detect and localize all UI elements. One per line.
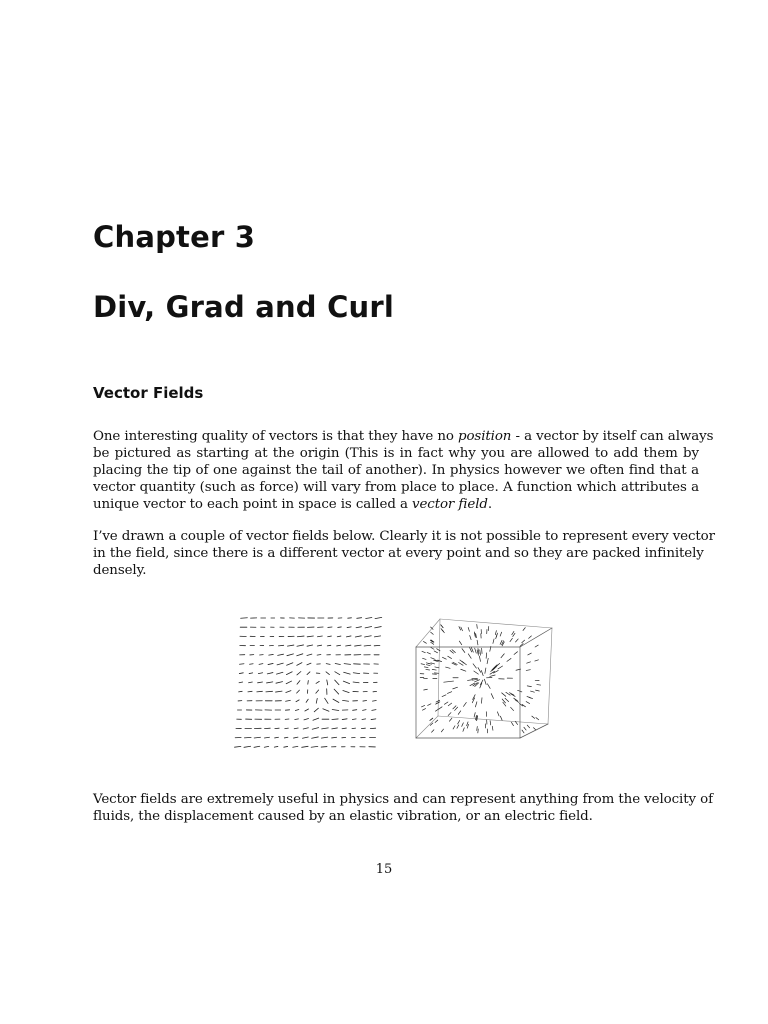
field-3d-arrow: [453, 706, 456, 709]
field-2d-arrow: [276, 682, 283, 684]
field-2d-arrow: [303, 728, 308, 729]
field-2d-arrow: [375, 627, 382, 628]
field-3d-arrow: [431, 663, 435, 664]
field-2d-arrow: [268, 663, 273, 664]
field-2d-arrow: [323, 709, 329, 712]
field-2d-arrow: [372, 710, 376, 711]
field-2d-arrow: [342, 719, 347, 720]
field-2d-arrow: [287, 645, 293, 646]
field-2d-arrow: [353, 710, 357, 711]
field-3d-arrow: [480, 650, 481, 655]
field-2d-arrow: [337, 636, 341, 637]
field-3d-arrow: [441, 629, 443, 632]
paragraph-line: Vector fields are extremely useful in physics and can represent anything from the velocity of: [93, 792, 713, 807]
field-3d-arrow: [424, 689, 428, 690]
field-3d-arrow: [495, 631, 496, 635]
field-3d-arrow: [468, 654, 471, 659]
paragraph-drawn-fields: [93, 528, 715, 579]
field-2d-arrow: [276, 672, 282, 674]
field-2d-arrow: [307, 654, 312, 655]
field-2d-arrow: [294, 728, 298, 729]
field-3d-arrow: [436, 700, 440, 702]
field-2d-arrow: [277, 663, 283, 665]
field-2d-arrow: [343, 681, 349, 684]
field-2d-arrow: [264, 737, 269, 738]
field-3d-arrow: [459, 663, 464, 666]
field-3d-arrow: [501, 654, 504, 658]
field-3d-arrow: [435, 667, 439, 668]
field-2d-arrow: [374, 636, 380, 637]
cube-edge: [520, 628, 552, 647]
field-2d-arrow: [244, 746, 251, 747]
field-3d-arrow: [421, 664, 425, 665]
cube-field-arrows: [420, 624, 541, 733]
field-2d-arrow: [325, 698, 328, 703]
field-2d-arrow: [258, 673, 262, 674]
field-2d-arrow: [316, 698, 317, 703]
field-2d-arrow: [286, 700, 291, 701]
field-2d-arrow: [259, 664, 263, 665]
paragraph-usefulness: [93, 791, 713, 825]
field-2d-arrow: [311, 746, 318, 747]
field-2d-arrow: [241, 618, 248, 619]
field-2d-arrow: [365, 627, 372, 628]
field-2d-arrow: [356, 627, 361, 628]
field-3d-arrow: [423, 641, 426, 643]
field-3d-arrow: [442, 695, 446, 697]
field-3d-arrow: [432, 730, 434, 732]
field-2d-arrow: [375, 617, 382, 618]
field-3d-arrow: [422, 709, 425, 711]
field-2d-arrow: [266, 691, 273, 692]
field-3d-arrow: [484, 679, 486, 684]
field-3d-arrow: [522, 730, 524, 733]
field-3d-arrow: [426, 669, 430, 670]
field-3d-arrow: [458, 720, 460, 724]
field-3d-arrow: [510, 638, 512, 641]
field-2d-arrow: [312, 737, 319, 738]
field-2d-arrow: [372, 700, 376, 701]
paragraph-line: be pictured as starting at the origin (This is in fact why you are allowed to add them by: [93, 446, 699, 461]
field-2d-arrow: [327, 645, 331, 646]
field-3d-arrow: [441, 729, 443, 732]
field-2d-arrow: [337, 645, 341, 646]
field-2d-arrow: [342, 728, 346, 729]
field-3d-arrow: [478, 668, 481, 673]
field-3d-arrow: [446, 667, 450, 668]
field-3d-arrow: [493, 639, 494, 643]
field-2d-arrow: [296, 700, 299, 702]
field-2d-arrow: [362, 719, 366, 720]
field-2d-arrow: [335, 672, 340, 675]
cube-edge: [548, 628, 552, 724]
field-3d-arrow: [426, 663, 430, 664]
field-3d-arrow: [462, 649, 465, 653]
field-2d-arrow: [254, 746, 260, 747]
field-3d-arrow: [448, 713, 451, 716]
cube-edge: [438, 716, 548, 724]
field-3d-arrow: [474, 713, 475, 717]
field-3d-arrow: [461, 627, 463, 631]
field-3d-arrow: [475, 648, 477, 653]
field-3d-arrow: [533, 728, 535, 730]
field-3d-arrow: [427, 652, 430, 654]
field-2d-arrow: [332, 737, 337, 738]
field-3d-arrow: [481, 698, 482, 703]
paragraph-line: vector quantity (such as force) will vary from place to place. A function which attributes a: [93, 480, 699, 495]
field-3d-arrow: [470, 635, 471, 639]
field-2d-arrow: [297, 645, 304, 646]
field-2d-arrow: [343, 691, 349, 693]
field-3d-arrow: [463, 702, 466, 706]
field-2d-arrow: [240, 664, 245, 665]
field-2d-arrow: [317, 636, 322, 637]
field-2d-arrow: [297, 681, 300, 685]
field-3d-arrow: [430, 718, 433, 720]
field-3d-arrow: [467, 724, 468, 728]
vector-field-3d-cube-plot: [416, 619, 552, 738]
chapter-label: Chapter 3: [93, 220, 256, 254]
field-2d-arrow: [326, 672, 329, 675]
field-2d-arrow: [314, 708, 318, 712]
paragraph-intro: [93, 428, 714, 513]
chapter-title: Div, Grad and Curl: [93, 290, 395, 324]
field-2d-arrow: [269, 654, 274, 655]
field-3d-arrow: [524, 727, 526, 730]
field-3d-arrow: [535, 660, 539, 661]
field-3d-arrow: [461, 669, 466, 671]
field-3d-arrow: [432, 669, 436, 670]
field-2d-arrow: [327, 680, 328, 685]
field-2d-arrow: [316, 681, 319, 683]
field-2d-arrow: [371, 719, 376, 720]
field-2d-arrow: [334, 689, 339, 694]
field-3d-arrow: [477, 727, 478, 731]
field-3d-arrow: [512, 631, 514, 634]
field-3d-arrow: [527, 725, 529, 728]
field-2d-arrow: [353, 682, 359, 683]
field-2d-arrow: [344, 664, 350, 665]
field-2d-arrow: [297, 672, 301, 675]
field-3d-arrow: [459, 627, 461, 631]
field-3d-arrow: [536, 690, 540, 691]
field-2d-arrow: [250, 664, 254, 665]
field-2d-arrow: [307, 663, 311, 665]
field-2d-arrow: [305, 709, 309, 711]
field-3d-arrow: [507, 658, 511, 661]
field-2d-arrow: [308, 681, 309, 685]
field-3d-arrow: [502, 693, 506, 697]
field-3d-arrow: [460, 660, 464, 663]
field-3d-arrow: [467, 722, 468, 726]
field-2d-arrow: [278, 654, 284, 655]
field-3d-arrow: [511, 707, 514, 710]
field-2d-arrow: [297, 636, 304, 637]
field-3d-arrow: [481, 670, 483, 675]
field-2d-arrow: [326, 664, 330, 665]
field-2d-arrow: [249, 673, 253, 674]
field-2d-arrow: [248, 691, 252, 692]
field-2d-arrow: [254, 737, 260, 738]
field-2d-arrow: [286, 691, 291, 693]
field-3d-arrow: [421, 705, 424, 706]
field-2d-arrow: [257, 691, 263, 692]
field-2d-arrow: [239, 673, 243, 674]
field-3d-arrow: [463, 728, 464, 732]
field-2d-arrow: [239, 682, 243, 683]
field-2d-arrow: [313, 718, 319, 720]
field-2d-arrow: [276, 691, 283, 692]
field-2d-arrow: [364, 645, 371, 646]
field-2d-arrow: [347, 627, 351, 628]
field-3d-arrow: [490, 675, 495, 676]
field-2d-arrow: [346, 645, 351, 646]
text-run: - a vector by itself can always: [511, 429, 714, 444]
field-2d-arrow: [332, 719, 338, 720]
field-3d-arrow: [485, 668, 486, 673]
field-3d-arrow: [532, 716, 535, 718]
field-3d-arrow: [479, 656, 480, 661]
vector-field-2d-plot: [235, 617, 382, 747]
field-2d-arrow: [312, 728, 318, 730]
field-2d-arrow: [355, 645, 361, 646]
field-3d-arrow: [535, 645, 538, 647]
paragraph-line: I’ve drawn a couple of vector fields below. Clearly it is not possible to represent every vector: [93, 529, 715, 544]
field-2d-arrow: [363, 710, 367, 711]
field-3d-arrow: [435, 720, 438, 722]
field-2d-arrow: [264, 746, 268, 747]
field-3d-arrow: [423, 658, 427, 659]
field-2d-arrow: [316, 690, 319, 693]
field-3d-arrow: [468, 680, 473, 681]
field-3d-arrow: [492, 726, 493, 730]
field-2d-arrow: [322, 728, 329, 729]
emphasis-vector-field: vector field: [412, 497, 488, 512]
field-3d-arrow: [487, 684, 490, 689]
field-3d-arrow: [498, 666, 503, 669]
field-3d-arrow: [516, 639, 519, 642]
field-2d-arrow: [235, 746, 241, 747]
cube-edge: [416, 619, 440, 647]
field-2d-arrow: [244, 737, 251, 738]
emphasis-position: position: [457, 429, 512, 444]
field-3d-arrow: [527, 662, 531, 663]
field-2d-arrow: [317, 645, 321, 646]
field-2d-arrow: [335, 663, 340, 664]
field-3d-arrow: [448, 703, 451, 706]
text-run: unique vector to each point in space is called a: [93, 497, 412, 512]
field-3d-arrow: [428, 704, 431, 706]
paragraph-line: placing the tip of one against the tail of another). In physics however we often find that a: [93, 463, 699, 478]
cube-edge: [416, 716, 438, 738]
cube-edge: [440, 619, 552, 628]
paragraph-line: [93, 496, 699, 513]
field-2d-arrow: [366, 618, 372, 619]
field-3d-arrow: [422, 651, 425, 652]
field-2d-arrow: [297, 663, 302, 666]
field-2d-arrow: [307, 645, 313, 646]
field-3d-arrow: [536, 718, 539, 720]
field-2d-arrow: [307, 672, 310, 675]
paragraph-line: in the field, since there is a different vector at every point and so they are packed infinitely: [93, 546, 704, 561]
field-3d-arrow: [526, 702, 530, 704]
field-2d-arrow: [352, 728, 356, 729]
field-3d-arrow: [475, 702, 477, 707]
field-3d-arrow: [500, 716, 502, 720]
field-2d-arrow: [338, 627, 342, 628]
vector-field-figures: [232, 610, 562, 760]
field-3d-arrow: [424, 667, 428, 668]
field-2d-arrow: [258, 682, 263, 683]
field-2d-arrow: [302, 737, 308, 738]
field-2d-arrow: [285, 728, 289, 729]
field-3d-arrow: [457, 725, 459, 728]
text-run: .: [487, 497, 493, 512]
field-2d-arrow: [274, 746, 278, 747]
field-3d-arrow: [475, 680, 480, 682]
field-2d-arrow: [249, 682, 253, 683]
text-run: One interesting quality of vectors is that they have no: [93, 429, 458, 444]
field-3d-arrow: [526, 670, 530, 671]
field-3d-arrow: [468, 627, 469, 631]
field-3d-arrow: [448, 656, 452, 658]
field-3d-arrow: [459, 641, 461, 645]
field-3d-arrow: [527, 686, 531, 687]
field-2d-arrow: [278, 645, 283, 646]
field-3d-arrow: [491, 694, 493, 699]
field-3d-arrow: [476, 633, 477, 637]
field-3d-arrow: [431, 632, 434, 634]
field-2d-arrow: [344, 672, 350, 674]
field-2d-arrow: [321, 737, 327, 738]
field-2d-arrow: [304, 719, 309, 720]
field-3d-arrow: [449, 718, 451, 721]
field-3d-arrow: [473, 664, 476, 668]
field-2d-arrow: [287, 663, 293, 665]
page-number: 15: [375, 862, 393, 877]
section-heading: Vector Fields: [93, 384, 204, 402]
field-2d-arrow: [297, 690, 300, 693]
field-2d-arrow: [295, 710, 298, 711]
field-3d-arrow: [474, 671, 479, 674]
field-2d-arrow: [357, 618, 362, 619]
field-2d-arrow: [346, 636, 351, 637]
field-2d-arrow: [297, 654, 303, 656]
field-2d-arrow: [275, 737, 279, 738]
field-3d-arrow: [511, 722, 513, 725]
field-2d-arrow: [239, 691, 243, 692]
field-3d-arrow: [447, 692, 451, 694]
field-3d-arrow: [439, 707, 442, 709]
field-3d-arrow: [462, 723, 464, 727]
field-2d-arrow: [284, 746, 288, 747]
field-2d-arrow: [332, 728, 338, 729]
field-2d-arrow: [333, 699, 339, 702]
field-2d-arrow: [343, 700, 349, 701]
field-2d-arrow: [317, 654, 321, 655]
field-3d-arrow: [522, 640, 525, 643]
field-3d-arrow: [458, 711, 461, 715]
field-3d-arrow: [530, 691, 534, 692]
field-3d-arrow: [500, 632, 502, 636]
field-3d-arrow: [529, 636, 532, 638]
field-3d-arrow: [441, 625, 443, 628]
field-2d-arrow: [335, 680, 339, 685]
cube-edge: [520, 724, 548, 738]
field-2d-arrow: [286, 672, 292, 675]
field-2d-arrow: [295, 719, 299, 720]
field-3d-arrow: [442, 657, 446, 659]
field-3d-arrow: [487, 658, 488, 663]
field-2d-arrow: [286, 681, 291, 684]
field-3d-arrow: [477, 624, 478, 628]
field-2d-arrow: [287, 654, 294, 656]
field-3d-arrow: [475, 633, 476, 637]
field-3d-arrow: [453, 726, 455, 729]
field-3d-arrow: [523, 628, 525, 631]
field-2d-arrow: [267, 682, 273, 683]
field-3d-arrow: [455, 707, 458, 710]
field-2d-arrow: [352, 719, 356, 720]
field-3d-arrow: [434, 651, 437, 653]
field-3d-arrow: [431, 647, 434, 649]
field-2d-arrow: [284, 737, 288, 738]
field-3d-arrow: [486, 653, 487, 658]
field-3d-arrow: [497, 712, 499, 716]
field-2d-arrow: [306, 699, 308, 702]
field-2d-arrow: [332, 710, 339, 711]
paragraph-line: [93, 428, 714, 445]
field-3d-arrow: [527, 696, 531, 698]
field-3d-arrow: [528, 653, 532, 655]
field-2d-arrow: [267, 673, 273, 674]
field-3d-arrow: [505, 698, 509, 701]
field-3d-arrow: [477, 640, 478, 645]
field-3d-arrow: [490, 721, 491, 725]
field-2d-arrow: [363, 701, 367, 702]
field-3d-arrow: [444, 702, 448, 704]
field-2d-arrow: [307, 636, 313, 637]
field-2d-arrow: [293, 746, 298, 747]
paragraph-line: fluids, the displacement caused by an elastic vibration, or an electric field.: [93, 809, 593, 824]
field-2d-arrow: [328, 636, 332, 637]
field-2d-arrow: [302, 746, 308, 747]
field-3d-arrow: [426, 665, 430, 666]
field-3d-arrow: [453, 687, 458, 689]
field-2d-arrow: [353, 673, 359, 674]
field-3d-arrow: [431, 658, 435, 659]
field-3d-arrow: [514, 652, 518, 655]
field-2d-arrow: [365, 636, 372, 637]
field-2d-arrow: [321, 747, 327, 748]
field-2d-arrow: [294, 737, 298, 738]
field-3d-arrow: [513, 633, 515, 636]
field-2d-arrow: [355, 636, 361, 637]
paragraph-line: densely.: [93, 563, 147, 578]
